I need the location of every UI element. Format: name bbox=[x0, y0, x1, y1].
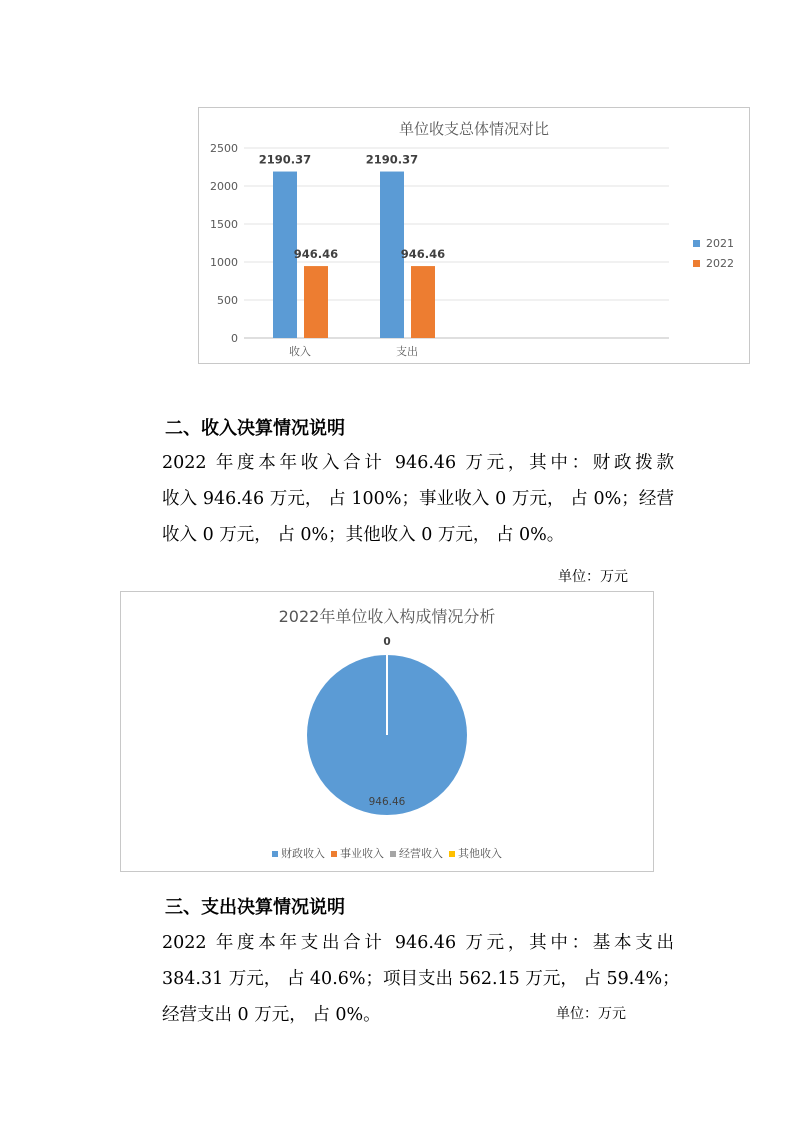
section3-heading: 三、支出决算情况说明 bbox=[165, 897, 345, 918]
legend-label: 其他收入 bbox=[458, 847, 502, 860]
legend-label: 经营收入 bbox=[399, 847, 443, 860]
bar-2022-支出 bbox=[411, 266, 435, 338]
legend-swatch bbox=[449, 851, 455, 857]
section2-line-3: 收入 0 万元， 占 0%；其他收入 0 万元， 占 0%。 bbox=[162, 525, 565, 545]
pie-data-label: 0 bbox=[383, 636, 391, 648]
pie-legend bbox=[121, 845, 653, 861]
pie-chart-svg bbox=[121, 592, 653, 871]
section3-line-3: 经营支出 0 万元， 占 0%。 bbox=[162, 1005, 381, 1025]
bar-data-label: 946.46 bbox=[400, 247, 446, 262]
bar-2022-收入 bbox=[304, 266, 328, 338]
y-tick-label: 1500 bbox=[210, 218, 238, 231]
y-tick-label: 2000 bbox=[210, 180, 238, 193]
section2-unit: 单位：万元 bbox=[558, 569, 628, 585]
x-category-label: 支出 bbox=[396, 345, 418, 358]
section3-unit: 单位：万元 bbox=[556, 1006, 626, 1022]
income-composition-pie-chart bbox=[120, 591, 654, 872]
pie-legend-item bbox=[390, 845, 443, 861]
pie-legend-item bbox=[331, 845, 384, 861]
y-tick-label: 500 bbox=[217, 294, 238, 307]
legend-label: 事业收入 bbox=[340, 847, 384, 860]
x-category-label: 收入 bbox=[289, 345, 311, 358]
legend-label: 2021 bbox=[706, 237, 734, 250]
legend-label: 财政收入 bbox=[281, 847, 325, 860]
legend-swatch bbox=[693, 240, 700, 247]
legend-label: 2022 bbox=[706, 257, 734, 270]
pie-legend-item bbox=[449, 845, 502, 861]
section3-line-1: 2022 年度本年支出合计 946.46 万元，其中：基本支出 bbox=[162, 933, 674, 953]
legend-swatch bbox=[272, 851, 278, 857]
section2-line-1: 2022 年度本年收入合计 946.46 万元，其中：财政拨款 bbox=[162, 453, 674, 473]
y-tick-label: 2500 bbox=[210, 142, 238, 155]
bar-chart-svg bbox=[199, 108, 749, 363]
pie-chart-title: 2022年单位收入构成情况分析 bbox=[278, 607, 496, 626]
legend-swatch bbox=[331, 851, 337, 857]
section3-line-2: 384.31 万元， 占 40.6%；项目支出 562.15 万元， 占 59.4%； bbox=[162, 969, 680, 989]
pie-legend-item bbox=[272, 845, 325, 861]
bar-data-label: 946.46 bbox=[293, 247, 339, 262]
section2-heading: 二、收入决算情况说明 bbox=[165, 418, 345, 439]
legend-swatch bbox=[693, 260, 700, 267]
y-tick-label: 0 bbox=[231, 332, 238, 345]
y-tick-label: 1000 bbox=[210, 256, 238, 269]
bar-data-label: 2190.37 bbox=[365, 152, 419, 167]
bar-chart-title: 单位收支总体情况对比 bbox=[398, 120, 549, 138]
income-expense-bar-chart bbox=[198, 107, 750, 364]
bar-data-label: 2190.37 bbox=[258, 152, 312, 167]
section2-paragraph bbox=[162, 445, 674, 553]
legend-swatch bbox=[390, 851, 396, 857]
pie-data-label: 946.46 bbox=[368, 796, 406, 808]
section2-line-2: 收入 946.46 万元， 占 100%；事业收入 0 万元， 占 0%；经营 bbox=[162, 489, 674, 509]
